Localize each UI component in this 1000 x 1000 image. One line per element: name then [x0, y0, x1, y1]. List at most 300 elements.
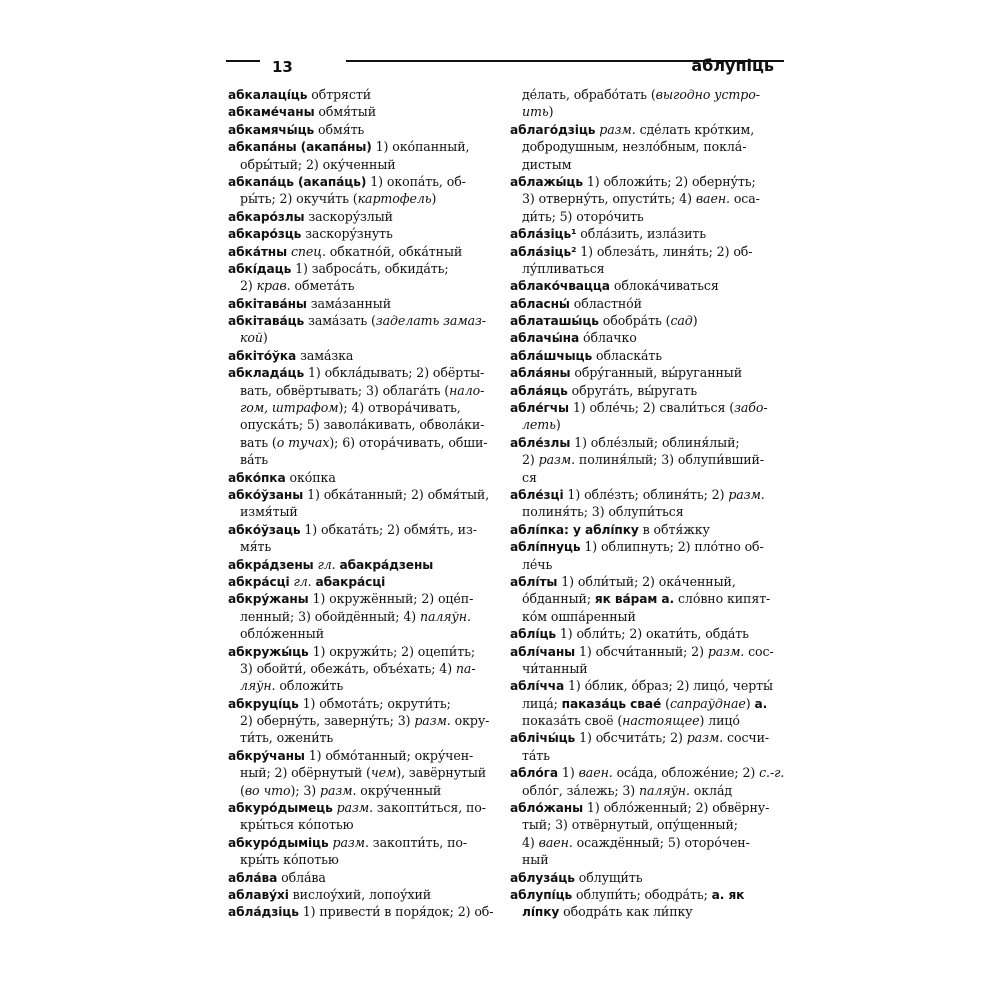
definition-text: лица́;: [522, 695, 562, 711]
definition-text: ): [548, 104, 554, 120]
definition-text: (: [661, 695, 670, 711]
dictionary-line: [510, 869, 774, 886]
definition-text: де́лать, обрабо́тать (: [522, 87, 656, 102]
dictionary-line: [228, 295, 492, 312]
dictionary-line: [228, 469, 492, 486]
dictionary-line: [228, 347, 492, 364]
definition-text: ный: [522, 852, 549, 868]
definition-text: облущи́ть: [574, 869, 643, 885]
definition-text: обложи́ть: [275, 678, 344, 694]
definition-text: 1) привести́ в поря́док; 2) об-: [298, 904, 494, 920]
dictionary-line: [510, 434, 774, 451]
label-italic: забо-: [734, 400, 768, 416]
dictionary-line: [510, 503, 774, 520]
definition-text: окла́д: [689, 782, 733, 798]
dictionary-line: [228, 816, 492, 833]
definition-text: обры́тый; 2) оку́ченный: [240, 156, 396, 172]
dictionary-line: [228, 486, 492, 503]
dictionary-line: [510, 243, 774, 260]
definition-text: обла́ва: [277, 869, 326, 885]
dictionary-line: [510, 86, 774, 103]
definition-text: кры́ть ко́потью: [240, 852, 339, 868]
headword: абкіто́ўка: [228, 348, 297, 363]
headword: абкі́даць: [228, 261, 292, 276]
dictionary-line: [228, 173, 492, 190]
dictionary-line: [510, 625, 774, 642]
label-italic: па-: [455, 660, 476, 676]
dictionary-line: [510, 556, 774, 573]
dictionary-line: [510, 695, 774, 712]
definition-text: обла́зить, изла́зить: [576, 226, 707, 242]
dictionary-line: [510, 173, 774, 190]
dictionary-line: [228, 799, 492, 816]
dictionary-line: [228, 886, 492, 903]
definition-text: сос-: [744, 643, 774, 659]
definition-text: 1) обло́женный; 2) обвёрну-: [583, 800, 770, 816]
dictionary-line: [510, 799, 774, 816]
definition-text: 2) оберну́ть, заверну́ть; 3): [240, 713, 415, 729]
definition-text: чи́танный: [522, 660, 588, 676]
definition-text: обмя́ть: [314, 121, 365, 137]
headword: аблі́ць: [510, 627, 556, 642]
dictionary-line: [228, 608, 492, 625]
label-italic: о тучах: [276, 434, 330, 450]
definition-text: окру́ченный: [356, 782, 442, 798]
dictionary-line: [510, 138, 774, 155]
headword: абкапа́ць (акапа́ць): [228, 174, 367, 189]
label-italic: разм.: [538, 452, 576, 468]
dictionary-line: [228, 677, 492, 694]
definition-text: добродушным, незло́бным, покла́-: [522, 139, 747, 155]
dictionary-line: [228, 382, 492, 399]
header-rule-left: [226, 60, 260, 62]
headword: аблі́чаны: [510, 644, 576, 659]
dictionary-line: [228, 121, 492, 138]
headword: абла́дзіць: [228, 905, 299, 920]
label-italic: ить: [522, 104, 549, 120]
definition-text: в обтя́жку: [638, 521, 710, 537]
dictionary-line: [228, 503, 492, 520]
label-italic: разм.: [414, 713, 451, 729]
dictionary-line: [510, 347, 774, 364]
dictionary-line: [510, 329, 774, 346]
dictionary-line: [510, 469, 774, 486]
dictionary-line: [228, 695, 492, 712]
dictionary-line: [510, 260, 774, 277]
definition-text: вать (: [240, 434, 277, 450]
dictionary-line: [510, 295, 774, 312]
dictionary-line: [228, 416, 492, 433]
definition-text: ры́ть; 2) окучи́ть (: [240, 191, 358, 207]
dictionary-line: [510, 277, 774, 294]
definition-text: оса-: [729, 191, 760, 207]
label-italic: с.-г.: [759, 765, 785, 781]
headword: абкаро́зць: [228, 227, 302, 242]
headword: абкружы́ць: [228, 644, 309, 659]
headword: абкалаці́ць: [228, 88, 308, 102]
definition-text: 1) обкла́дывать; 2) обёрты-: [304, 365, 485, 381]
dictionary-line: [228, 243, 492, 260]
dictionary-line: [228, 521, 492, 538]
label-italic: крав.: [256, 278, 291, 294]
definition-text: 1) обсчита́ть; 2): [575, 730, 687, 746]
dictionary-line: [510, 451, 774, 468]
headword: абкру́жаны: [228, 592, 309, 607]
dictionary-line: [510, 416, 774, 433]
definition-text: вислоу́хий, лопоу́хий: [288, 886, 432, 902]
headword: абле́зці: [510, 487, 564, 502]
definition-text: 4): [522, 834, 539, 850]
dictionary-line: [228, 712, 492, 729]
headword: абле́злы: [510, 435, 571, 450]
dictionary-line: [228, 643, 492, 660]
dictionary-line: [510, 660, 774, 677]
definition-text: ), завёрнутый: [396, 765, 487, 781]
definition-text: 2): [240, 278, 257, 294]
definition-text: обобра́ть (: [598, 313, 671, 329]
dictionary-line: [510, 538, 774, 555]
dictionary-line: [510, 521, 774, 538]
definition-text: та́ть: [522, 747, 550, 763]
definition-text: 1) обмота́ть; окрути́ть;: [298, 695, 451, 711]
definition-text: сде́лать кро́тким,: [635, 121, 755, 137]
dictionary-line: [228, 556, 492, 573]
dictionary-line: [228, 764, 492, 781]
headword: паказа́ць свае́: [561, 696, 662, 711]
headword: абакра́сці: [315, 574, 386, 589]
headword: абка́тны: [228, 244, 288, 259]
headword: аблачы́на: [510, 331, 580, 346]
headword: абла́шчыць: [510, 348, 593, 363]
dictionary-line: [228, 451, 492, 468]
dictionary-line: [228, 103, 492, 120]
dictionary-line: [228, 312, 492, 329]
headword: абко́пка: [228, 470, 286, 485]
definition-text: 1) окружённый; 2) оце́п-: [308, 591, 474, 607]
dictionary-line: [510, 399, 774, 416]
definition-text: зама́зка: [296, 347, 354, 363]
headword: аблупі́ць: [510, 887, 573, 902]
dictionary-line: [228, 208, 492, 225]
definition-text: закопти́ться, по-: [372, 800, 486, 816]
definition-text: ); 4) отвора́чивать,: [338, 400, 461, 416]
dictionary-line: [510, 729, 774, 746]
label-italic: гл.: [293, 573, 312, 589]
dictionary-line: [510, 747, 774, 764]
definition-text: 3) обойти́, обежа́ть, объе́хать; 4): [240, 660, 456, 676]
headword: лі́пку: [522, 905, 560, 920]
headword: а. як: [711, 887, 745, 902]
definition-text: обкатно́й, обка́тный: [325, 243, 463, 259]
definition-text: ): [692, 313, 698, 329]
definition-text: 1) обли́тый; 2) ока́ченный,: [557, 573, 736, 589]
label-italic: заделать замаз-: [375, 313, 486, 329]
headword: аблі́ты: [510, 574, 558, 589]
headword: абла́зіць²: [510, 244, 577, 259]
definition-text: ); 6) отора́чивать, обши-: [329, 434, 488, 450]
dictionary-line: [510, 712, 774, 729]
definition-text: 1) облипнуть; 2) пло́тно об-: [580, 539, 764, 555]
page-header: [226, 56, 774, 80]
dictionary-line: [228, 903, 492, 920]
headword: абко́ўзаны: [228, 487, 304, 502]
headword: абко́ўзаць: [228, 522, 301, 537]
definition-text: ): [555, 417, 561, 433]
headword: аблаго́дзіць: [510, 122, 596, 137]
label-italic: разм.: [336, 800, 373, 816]
definition-text: 1) обле́злый; облиня́лый;: [570, 434, 740, 450]
headword: абле́гчы: [510, 401, 569, 416]
dictionary-line: [510, 190, 774, 207]
headword: абло́га: [510, 766, 559, 781]
label-italic: нало-: [449, 382, 485, 398]
dictionary-line: [510, 486, 774, 503]
headword: аблуза́ць: [510, 870, 575, 885]
definition-text: полиня́лый; 3) облупи́вший-: [575, 452, 764, 468]
headword: а.: [754, 696, 768, 711]
dictionary-line: [228, 138, 492, 155]
headword: абакра́дзены: [339, 557, 434, 572]
definition-text: облупи́ть; ободра́ть;: [572, 886, 712, 902]
headword: абло́жаны: [510, 801, 584, 816]
definition-text: опуска́ть; 5) завола́кивать, обвола́ки-: [240, 417, 485, 433]
headword: абкуро́дымець: [228, 801, 333, 816]
definition-text: 1) обсчи́танный; 2): [575, 643, 708, 659]
definition-text: вать, обвёртывать; 3) облага́ть (: [240, 382, 450, 398]
definition-text: обло́женный: [240, 626, 324, 642]
dictionary-line: [510, 590, 774, 607]
definition-text: око́пка: [285, 469, 336, 485]
label-italic: леть: [522, 417, 556, 433]
dictionary-line: [510, 608, 774, 625]
definition-text: ва́ть: [240, 452, 269, 468]
headword: абкаме́чаны: [228, 105, 315, 120]
definition-text: 1) окружи́ть; 2) оцепи́ть;: [308, 643, 475, 659]
dictionary-line: [510, 156, 774, 173]
definition-text: 1) обли́ть; 2) окати́ть, обда́ть: [555, 626, 749, 642]
headword: абкра́дзены: [228, 557, 314, 572]
dictionary-line: [510, 121, 774, 138]
dictionary-line: [228, 538, 492, 555]
dictionary-line: [228, 399, 492, 416]
headword: аблічы́ць: [510, 731, 576, 746]
definition-text: окру-: [450, 713, 490, 729]
headword: абкру́чаны: [228, 748, 305, 763]
definition-text: осаждённый; 5) оторо́чен-: [572, 834, 750, 850]
dictionary-line: [228, 260, 492, 277]
headword: аблако́чвацца: [510, 279, 610, 294]
label-italic: во что: [244, 782, 291, 798]
definition-text: 1) обмо́танный; окру́чен-: [304, 747, 474, 763]
label-italic: выгодно устро-: [655, 87, 760, 102]
dictionary-line: [228, 364, 492, 381]
definition-text: кры́ться ко́потью: [240, 817, 354, 833]
definition-text: 1) заброса́ть, обкида́ть;: [291, 260, 449, 276]
definition-text: заскору́знуть: [301, 226, 393, 242]
headword: абкра́сці: [228, 574, 290, 589]
definition-text: 3) отверну́ть, опусти́ть; 4): [522, 191, 696, 207]
definition-text: ) лицо́: [699, 713, 740, 729]
definition-text: закопти́ть, по-: [368, 834, 468, 850]
headword: аблажы́ць: [510, 174, 583, 189]
headword: аблі́пнуць: [510, 540, 581, 555]
dictionary-line: [510, 677, 774, 694]
dictionary-line: [510, 364, 774, 381]
label-italic: разм.: [320, 782, 357, 798]
dictionary-line: [510, 903, 774, 920]
dictionary-line: [228, 86, 492, 103]
definition-text: обло́г, за́лежь; 3): [522, 782, 639, 798]
headword: абла́яны: [510, 366, 571, 381]
dictionary-line: [510, 643, 774, 660]
dictionary-line: [510, 208, 774, 225]
label-italic: разм.: [332, 834, 369, 850]
definition-text: обмета́ть: [290, 278, 355, 294]
dictionary-line: [228, 869, 492, 886]
label-italic: паляўн.: [639, 782, 690, 798]
definition-text: 1) окопа́ть, об-: [366, 173, 466, 189]
definition-text: ); 3): [290, 782, 321, 798]
definition-text: о́блачко: [579, 330, 637, 346]
definition-text: 1) облеза́ть, линя́ть; 2) об-: [576, 243, 753, 259]
label-italic: ваен.: [538, 834, 573, 850]
definition-text: обмя́тый: [314, 104, 376, 120]
dictionary-line: [228, 834, 492, 851]
definition-text: 1): [558, 765, 579, 781]
headword: абкітава́ны: [228, 296, 307, 311]
definition-text: ко́м ошпа́ренный: [522, 608, 636, 624]
label-italic: паляўн.: [419, 608, 471, 624]
definition-text: сло́вно кипят-: [674, 591, 771, 607]
label-italic: сад: [670, 313, 693, 329]
label-italic: ваен.: [578, 765, 613, 781]
definition-text: облока́чиваться: [609, 278, 719, 294]
dictionary-line: [510, 764, 785, 781]
definition-text: дистым: [522, 156, 572, 172]
label-italic: ляўн.: [240, 678, 276, 694]
definition-text: ): [745, 695, 755, 711]
label-italic: гом, штрафом: [240, 400, 339, 416]
dictionary-line: [228, 573, 492, 590]
definition-text: о́бданный;: [522, 591, 595, 607]
label-italic: кой: [240, 330, 263, 346]
dictionary-line: [510, 573, 774, 590]
definition-text: 1) обле́чь; 2) свали́ться (: [568, 400, 735, 416]
definition-text: ): [431, 191, 437, 207]
label-italic: разм.: [728, 486, 765, 502]
definition-text: (: [240, 782, 245, 798]
label-italic: ваен.: [695, 191, 730, 207]
definition-text: 1) око́панный,: [371, 139, 470, 155]
definition-text: ): [262, 330, 268, 346]
definition-text: 1) о́блик, о́браз; 2) лицо́, черты́: [564, 678, 773, 694]
dictionary-line: [510, 782, 774, 799]
headword: абкуро́дыміць: [228, 835, 329, 850]
dictionary-line: [228, 729, 492, 746]
definition-text: мя́ть: [240, 539, 272, 555]
label-italic: картофель: [357, 191, 432, 207]
definition-text: ле́чь: [522, 556, 553, 572]
definition-text: ди́ть; 5) оторо́чить: [522, 208, 644, 224]
dictionary-line: [228, 851, 492, 868]
label-italic: сапраўднае: [669, 695, 746, 711]
headword: абласны́: [510, 296, 570, 311]
headword: аблаташы́ць: [510, 314, 599, 329]
definition-text: зама́занный: [306, 295, 392, 311]
headword: абклада́ць: [228, 366, 305, 381]
headword: абкамячы́ць: [228, 122, 315, 137]
label-italic: чем: [370, 765, 397, 781]
dictionary-line: [228, 225, 492, 242]
definition-text: сосчи-: [723, 730, 770, 746]
page-number: 13: [272, 58, 293, 76]
definition-text: полиня́ть; 3) облупи́ться: [522, 504, 684, 520]
dictionary-line: [228, 434, 492, 451]
label-italic: гл.: [317, 556, 336, 572]
right-column: [510, 86, 785, 921]
headword: абла́зіць¹: [510, 227, 577, 242]
definition-text: обтрясти́: [307, 87, 371, 102]
dictionary-line: [510, 834, 774, 851]
dictionary-line: [228, 277, 492, 294]
dictionary-line: [510, 103, 774, 120]
definition-text: обласка́ть: [592, 347, 662, 363]
headword: абкітава́ць: [228, 314, 305, 329]
definition-text: зама́зать (: [304, 313, 376, 329]
definition-text: 1) обка́танный; 2) обмя́тый,: [303, 486, 490, 502]
dictionary-line: [228, 660, 492, 677]
dictionary-line: [510, 851, 774, 868]
dictionary-line: [228, 590, 492, 607]
label-italic: разм.: [707, 643, 745, 659]
dictionary-line: [228, 156, 492, 173]
definition-text: ленный; 3) обойдённый; 4): [240, 608, 420, 624]
definition-text: обру́ганный, вы́руганный: [570, 365, 743, 381]
headword: абкаро́злы: [228, 209, 305, 224]
definition-text: областно́й: [569, 295, 642, 311]
headword: як ва́рам а.: [594, 592, 675, 607]
headword: аблаву́хі: [228, 887, 289, 902]
headword: аблі́ччa: [510, 679, 565, 694]
definition-text: обруга́ть, вы́ругать: [567, 382, 697, 398]
label-italic: разм.: [599, 121, 636, 137]
dictionary-line: [228, 329, 492, 346]
label-italic: спец.: [290, 243, 326, 259]
dictionary-line: [510, 382, 774, 399]
definition-text: лу́пливаться: [522, 260, 605, 276]
definition-text: ный; 2) обёрнутый (: [240, 765, 371, 781]
dictionary-line: [510, 225, 774, 242]
running-head: аблупіць: [691, 56, 774, 75]
dictionary-line: [510, 816, 774, 833]
definition-text: показа́ть своё (: [522, 713, 623, 729]
headword: абла́яць: [510, 383, 568, 398]
definition-text: 2): [522, 452, 539, 468]
definition-text: ся: [522, 469, 537, 485]
dictionary-line: [228, 190, 492, 207]
definition-text: ти́ть, ожени́ть: [240, 730, 334, 746]
headword: абкапа́ны (акапа́ны): [228, 140, 372, 155]
dictionary-line: [228, 782, 492, 799]
label-italic: разм.: [686, 730, 724, 746]
dictionary-line: [510, 886, 774, 903]
definition-text: заскору́злый: [304, 208, 393, 224]
left-column: [228, 86, 492, 921]
dictionary-line: [228, 625, 492, 642]
definition-text: 1) обката́ть; 2) обмя́ть, из-: [300, 521, 477, 537]
definition-text: оса́да, обложе́ние; 2): [612, 765, 760, 781]
label-italic: настоящее: [622, 713, 700, 729]
